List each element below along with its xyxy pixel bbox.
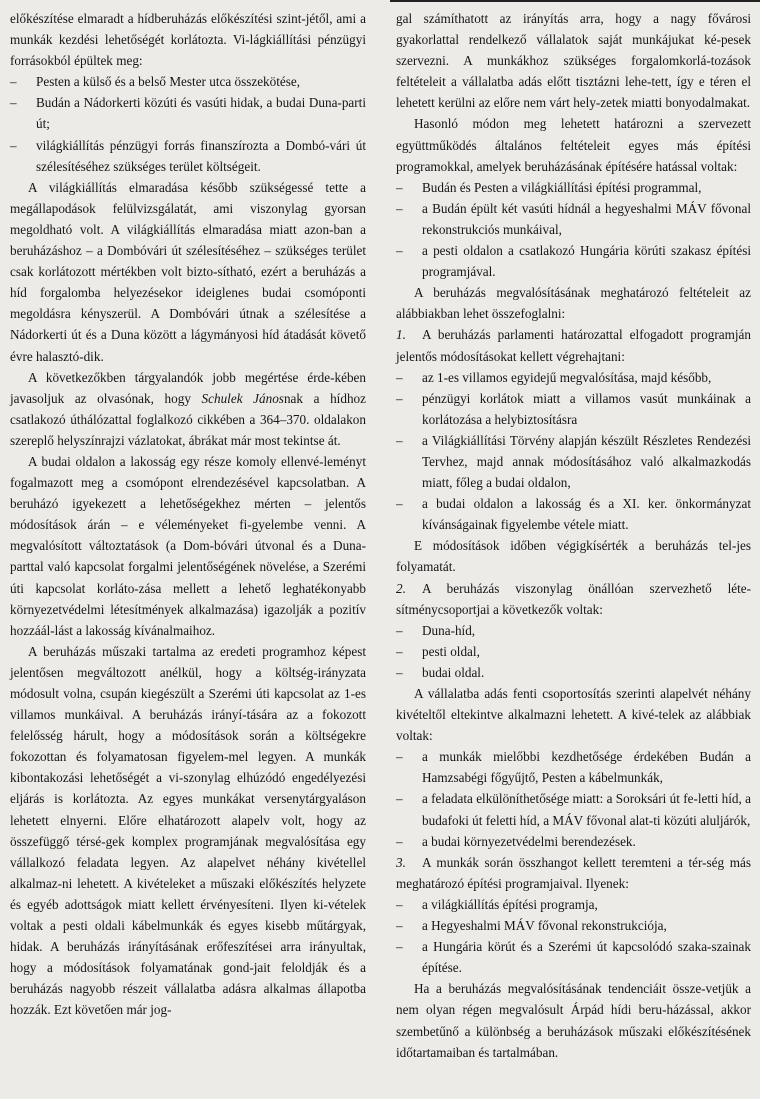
paragraph-number: 2. (396, 580, 406, 596)
list-item (10, 92, 366, 134)
numbered-paragraph (396, 324, 751, 366)
list-dash: – (396, 496, 403, 512)
list-dash: – (396, 896, 403, 912)
list-item (396, 662, 751, 683)
list-item-text: a Hegyeshalmi MÁV fővonal rekonstrukciója, (422, 918, 667, 934)
paragraph: A vállalatba adás fenti csoportosítás szerinti alapelvét néhány kivételtől eltekintve alkalmazni lehetett. A kivé-telek az alábbiak voltak: (396, 686, 751, 744)
list-item-text: a világkiállítás építési programja, (422, 896, 598, 912)
paragraph-text: nak a hídhoz csatlakozó úthálózattal foglalkozó cikkében a 364–370. oldalakon szereplő helyszínrajzi vázlatokat, ábrákat már most tekintse át. (10, 390, 366, 448)
list-item (10, 71, 366, 92)
list-item-text: budai oldal. (422, 664, 485, 680)
list-dash: – (396, 200, 403, 216)
paragraph (10, 367, 366, 451)
list-item-text: Pesten a külső és a belső Mester utca összekötése, (36, 74, 301, 90)
paragraph: Ha a beruházás megvalósításának tendenciáit össze-vetjük a nem olyan régen megvalósult Árpád hídi beru-házással, akkor szembetűnő a különbség a beruházások műszaki előkészítésének időtartamaiban és tartalmában. (396, 981, 751, 1060)
paragraph: A beruházás megvalósításának meghatározó feltételeit az alábbiakban lehet összefoglalni: (396, 285, 751, 322)
list-dash: – (396, 918, 403, 934)
list-dash: – (10, 95, 17, 111)
list-item (396, 894, 751, 915)
author-name: Schulek János (201, 390, 284, 406)
paragraph-continued: gal számíthatott az irányítás arra, hogy a nagy fővárosi gyakorlattal rendelkező vállalatok saját munkájukat ké-pesek szervezni. A munkákhoz szükséges forgalomkorlá-tozások feltételeit a vállalatba adás előtt tisztázni lehe-tett, így e téren el lehetett kerülni az előre nem várt hely-zetek miatti bonyodalmakat. (396, 11, 751, 111)
paragraph: Hasonló módon meg lehetett határozni a szervezett együttműködés általános feltételeit egyes más építési programokkal, amelyek beruházásának építésére hatással voltak: (396, 116, 751, 174)
list-dash: – (396, 643, 403, 659)
list-dash: – (396, 664, 403, 680)
list-item-text: Duna-híd, (422, 622, 476, 638)
list-item-text: a budai oldalon a lakosság és a XI. ker. önkormányzat kívánságainak figyelembe vétele miatt. (422, 496, 751, 533)
paragraph-number: 3. (396, 854, 406, 870)
list-item (10, 135, 366, 177)
list-item-text: a budai környezetvédelmi berendezések. (422, 833, 636, 849)
list-dash: – (396, 749, 403, 765)
paragraph-text: A munkák során összhangot kellett teremteni a tér-ség más meghatározó építési programjaival. Ilyenek: (396, 854, 751, 891)
numbered-paragraph (396, 852, 751, 894)
left-text-column (10, 8, 366, 1021)
list-item (396, 367, 751, 388)
paragraph-text: A beruházás parlamenti határozattal elfogadott programján jelentős módosításokat kellett végrehajtani: (396, 327, 751, 364)
list-item-text: a Hungária körút és a Szerémi út kapcsolódó szaka-szainak építése. (422, 939, 751, 976)
paragraph: A budai oldalon a lakosság egy része komoly ellenvé-leményt fogalmazott meg a csomópont elrendezésével kapcsolatban. A beruházó igyekezett a lehetőségekhez mérten – jelentős módosítások árán – e véleményeket fi-gyelembe venni. A megvalósított változtatások (a Dom-bóvári útvonal és a Duna-parttal való kapcsolat forgalmi jelentőségének növelése, a Szerémi úti kapcsolat korláto-zása mellett a lehető leghatékonyabb környezetvédelmi létesítmények alkalmazása) igazolják a pozitív hozzáál-lást a lakosság kívánalmaihoz. (10, 453, 366, 638)
list-dash: – (396, 833, 403, 849)
list-item-text: a feladata elkülöníthetősége miatt: a Soroksári út fe-letti híd, a budafoki út feletti híd, a MÁV fővonal alat-ti közúti aluljárók, (422, 791, 751, 828)
paragraph-text: A következőkben tárgyalandók jobb megértése érde-kében javasoljuk az olvasónak, hogy (10, 369, 366, 406)
header-rule (390, 0, 760, 2)
paragraph-number: 1. (396, 327, 406, 343)
list-item-text: Budán a Nádorkerti közúti és vasúti hidak, a budai Duna-parti út; (36, 95, 366, 132)
list-dash: – (396, 939, 403, 955)
list-item (396, 831, 751, 852)
list-item-text: pesti oldal, (422, 643, 480, 659)
list-dash: – (396, 432, 403, 448)
list-item (396, 430, 751, 493)
list-dash: – (396, 243, 403, 259)
paragraph: A beruházás műszaki tartalma az eredeti programhoz képest jelentősen megváltozott anélkül, hogy a költség-irányzata módosult volna, csupán kiegészült a Szerémi úti kapcsolat az 1-es villamos munkáival. A beruházás irányí-tására az a fokozott felelősség hárult, hogy a módosítások során a költségekre fokozottan és folyamatosan figyelem-mel legyen. A munkák kibontakozási lehetőségét a vi-szonylag elhúzódó engedélyezési eljárás is korlátozta. Az egyes munkákat versenytárgyaláson lehetett elnyerni. Előre elhatározott alapelv volt, hogy az összefüggő térsé-gek komplex programjának megvalósítása egy vállalkozó feladata legyen. Az alapelvet néhány kivétellel alkalmaz-ni lehetett. A kivételeket a műszaki előkészítés helyzete és egyéb adottságok miatt kellett érvényesíteni. Ilyen ki-vételek voltak a pesti oldali kábelmunkák és egyes kisebb műtárgyak, hidak. A beruházás irányításának erőfeszítései arra irányultak, hogy a módosítások folyamatának gond-jait feloldják és a beruházás nagyobb részeit vállalatba adásra alkalmas állapotba hozzák. Ezt követően már jog- (10, 643, 366, 1018)
list-dash: – (396, 369, 403, 385)
list-item-text: világkiállítás pénzügyi forrás finanszírozta a Dombó-vári út szélesítéséhez szükséges terület költségeit. (36, 137, 366, 174)
list-item (396, 177, 751, 198)
right-text-column (396, 8, 751, 1063)
list-item-text: a Budán épült két vasúti hídnál a hegyeshalmi MÁV fővonal rekonstrukciós munkáival, (422, 200, 751, 237)
list-item-text: az 1-es villamos egyidejű megvalósítása, majd később, (422, 369, 712, 385)
paragraph: E módosítások időben végigkísérték a beruházás tel-jes folyamatát. (396, 538, 751, 575)
list-item-text: a pesti oldalon a csatlakozó Hungária körúti szakasz építési programjával. (422, 243, 751, 280)
list-item-text: Budán és Pesten a világkiállítási építési programmal, (422, 179, 702, 195)
list-dash: – (10, 137, 17, 153)
list-dash: – (396, 179, 403, 195)
list-item (396, 493, 751, 535)
list-item (396, 788, 751, 830)
list-item-text: a Világkiállítási Törvény alapján készült Részletes Rendezési Tervhez, majd annak módosításához való alkalmazkodás miatt, főleg a budai oldalon, (422, 432, 751, 491)
list-dash: – (396, 622, 403, 638)
paragraph-text: A beruházás viszonylag önállóan szervezhető léte-sítménycsoportjai a következők voltak: (396, 580, 751, 617)
list-item-text: pénzügyi korlátok miatt a villamos vasút munkáinak a korlátozása a helybiztosításra (422, 390, 751, 427)
paragraph-continued: előkészítése elmaradt a hídberuházás előkészítési szint-jétől, ami a munkák kezdési lehetőségét korlátozta. Vi-lágkiállítási pénzügyi forrásokból épültek meg: (10, 11, 366, 69)
list-dash: – (396, 791, 403, 807)
list-item (396, 620, 751, 641)
numbered-paragraph (396, 578, 751, 620)
paragraph: A világkiállítás elmaradása később szükségessé tette a megállapodások felülvizsgálatát, ami viszonylag gyorsan megoldható volt. A világkiállítás elmaradása miatt azon-ban a beruházáshoz – a Dombóvári út szélesítéséhez – szükséges terület csak korlátozott mértékben volt bizto-sítható, ezért a beruházás a híd forgalomba helyezésekor ideiglenes budai csomóponti megoldásra kényszerül. A Dombóvári útnak a szélesítése a Nádorkerti út és a Duna között a lágymányosi híd átadását követő évre halasztó-dik. (10, 179, 366, 364)
list-dash: – (396, 390, 403, 406)
list-item (396, 936, 751, 978)
list-item (396, 641, 751, 662)
list-item-text: a munkák mielőbbi kezdhetősége érdekében Budán a Hamzsabégi főgyűjtő, Pesten a kábelmunkák, (422, 749, 751, 786)
list-item (396, 198, 751, 240)
list-dash: – (10, 74, 17, 90)
list-item (396, 240, 751, 282)
list-item (396, 746, 751, 788)
list-item (396, 388, 751, 430)
list-item (396, 915, 751, 936)
